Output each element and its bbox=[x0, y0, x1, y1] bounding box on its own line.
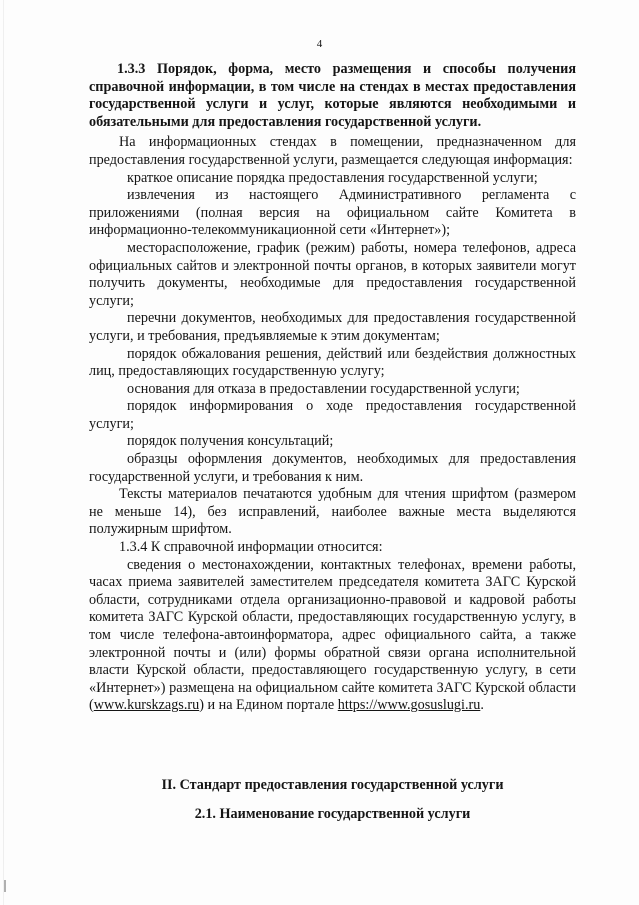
document-body bbox=[89, 61, 576, 715]
list-item: краткое описание порядка предоставления государственной услуги; bbox=[127, 169, 538, 186]
list-item: перечни документов, необходимых для предоставления государственной услуги, и требования, предъявляемые к этим документам; bbox=[89, 310, 576, 344]
list-item: образцы оформления документов, необходимых для предоставления государственной услуги, и требования к ним. bbox=[89, 451, 576, 485]
reference-info-text: сведения о местонахождении, контактных телефонах, времени работы, часах приема заявителей заместителем председателя комитета ЗАГС Курской области, сотрудниками отдела организационно-правовой и кадровой работы комитета ЗАГС Курской области, предоставляющих государственную услугу, в том числе телефона-автоинформатора, адрес официального сайта, а также электронной почты и (или) формы обратной связи органа исполнительной власти Курской области, предоставляющего государственную услугу, в сети «Интернет») размещена на официальном сайте комитета ЗАГС Курской области ( bbox=[89, 556, 576, 714]
list-item: извлечения из настоящего Административного регламента с приложениями (полная версия на официальном сайте Комитета в информационно-телекоммуникационной сети «Интернет»); bbox=[89, 187, 576, 239]
section-label-1-3-4: 1.3.4 К справочной информации относится: bbox=[119, 539, 383, 556]
scan-edge bbox=[3, 0, 4, 905]
section-title-2: II. Стандарт предоставления государственной услуги bbox=[161, 777, 504, 793]
reference-info-paragraph bbox=[89, 557, 576, 715]
reference-info-text-end: . bbox=[480, 697, 484, 714]
list-item: порядок информирования о ходе предоставления государственной услуги; bbox=[89, 398, 576, 432]
list-item: порядок обжалования решения, действий или бездействия должностных лиц, предоставляющих государственную услугу; bbox=[89, 345, 576, 380]
texts-note: Тексты материалов печатаются удобным для чтения шрифтом (размером не меньше 14), без исправлений, наиболее важные места выделяются полужирным шрифтом. bbox=[89, 486, 576, 538]
section-heading-1-3-3: 1.3.3 Порядок, форма, место размещения и способы получения справочной информации, в том числе на стендах в местах предоставления государственной услуги и услуг, которые являются необходимыми и обязательными для предоставления государственной услуги. bbox=[89, 61, 576, 130]
section-subtitle-2-1: 2.1. Наименование государственной услуги bbox=[194, 806, 471, 822]
gosuslugi-link[interactable]: https://www.gosuslugi.ru bbox=[337, 697, 481, 714]
list-item: порядок получения консультаций; bbox=[127, 433, 334, 450]
list-item: месторасположение, график (режим) работы, номера телефонов, адреса официальных сайтов и электронной почты органов, в которых заявители могут получить документы, необходимые для предоставления государственной услуги; bbox=[89, 239, 576, 309]
reference-info-text-middle: ) и на Едином портале bbox=[199, 697, 338, 714]
kurskzags-link[interactable]: www.kurskzags.ru bbox=[93, 697, 200, 714]
list-item: основания для отказа в предоставлении государственной услуги; bbox=[127, 380, 520, 397]
scan-mark bbox=[4, 880, 6, 892]
page-number: 4 bbox=[316, 38, 323, 50]
stands-intro: На информационных стендах в помещении, предназначенном для предоставления государственной услуги, размещается следующая информация: bbox=[89, 134, 576, 168]
